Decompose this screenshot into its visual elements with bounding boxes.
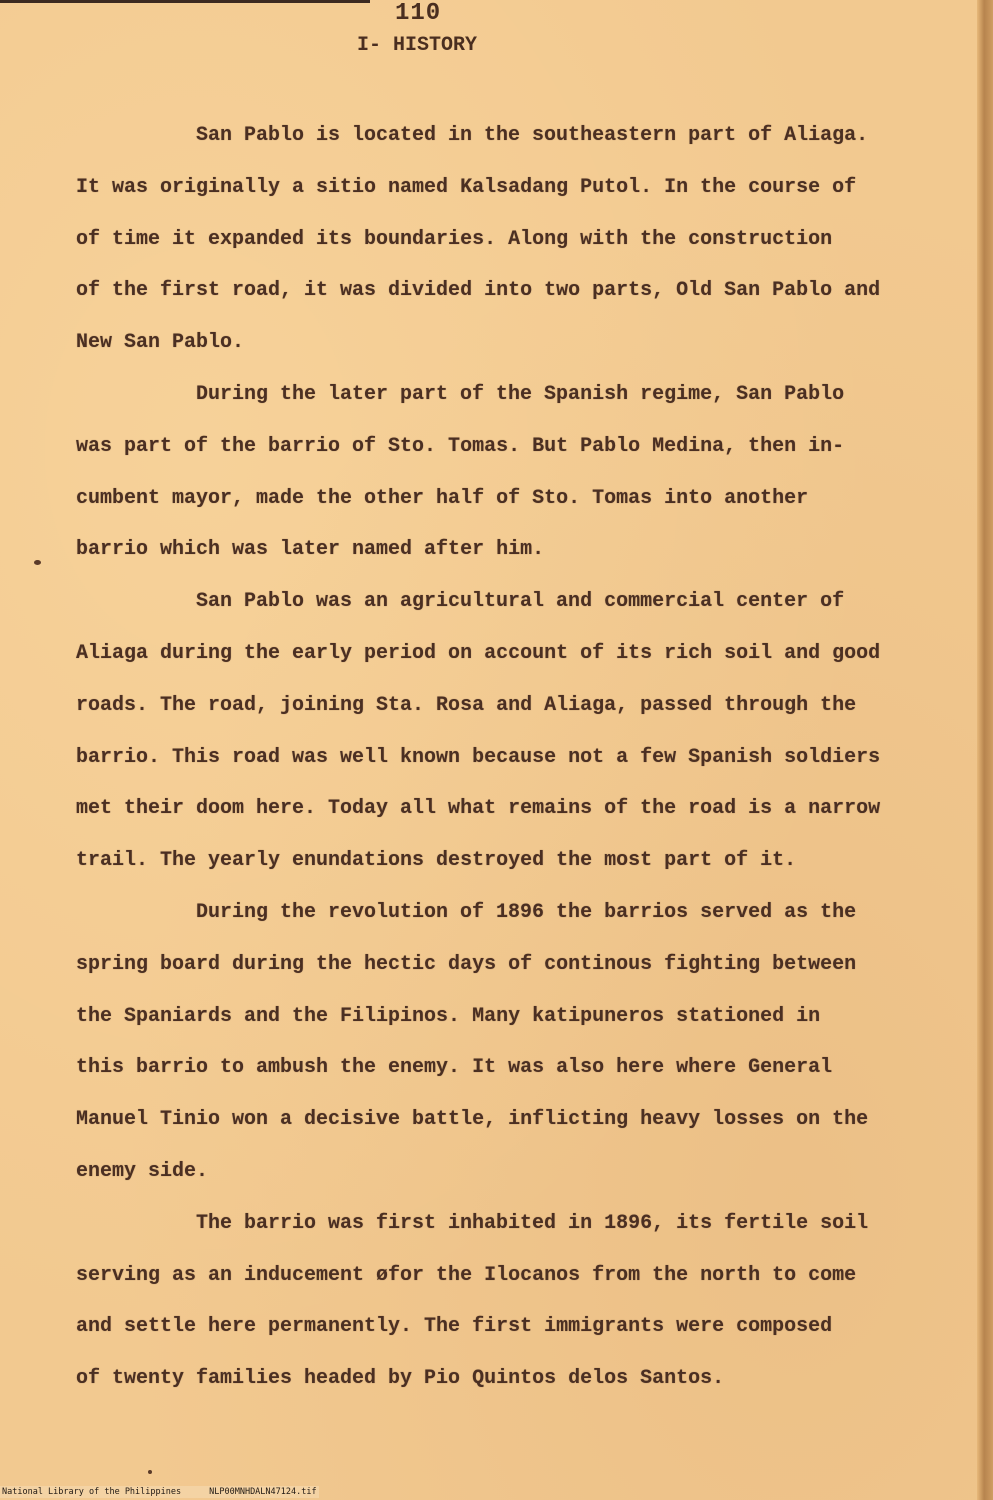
text-line: During the revolution of 1896 the barrios served as the — [196, 900, 857, 924]
text-line: roads. The road, joining Sta. Rosa and Aliaga, passed through the — [76, 693, 857, 717]
text-line: cumbent mayor, made the other half of Sto. Tomas into another — [76, 486, 809, 510]
text-line: the Spaniards and the Filipinos. Many katipuneros stationed in — [76, 1004, 821, 1028]
section-title: I- HISTORY — [357, 34, 478, 57]
footer-library: National Library of the Philippines — [2, 1487, 182, 1497]
text-line: of time it expanded its boundaries. Along with the construction — [76, 227, 833, 251]
text-line: barrio. This road was well known because not a few Spanish soldiers — [76, 745, 881, 769]
text-line: barrio which was later named after him. — [76, 538, 545, 562]
text-line: The barrio was first inhabited in 1896, its fertile soil — [196, 1211, 869, 1235]
text-line: San Pablo is located in the southeastern part of Aliaga. — [196, 124, 869, 147]
paragraph — [76, 576, 956, 887]
text-line: of twenty families headed by Pio Quintos delos Santos. — [76, 1367, 725, 1391]
text-line: enemy side. — [76, 1159, 209, 1183]
text-line: this barrio to ambush the enemy. It was also here where General — [76, 1056, 833, 1080]
text-line: serving as an inducement øfor the Ilocanos from the north to come — [76, 1263, 857, 1287]
text-line: During the later part of the Spanish regime, San Pablo — [196, 382, 845, 406]
paragraph — [76, 887, 956, 1198]
page-number: 110 — [395, 0, 442, 27]
text-line: It was originally a sitio named Kalsadang Putol. In the course of — [76, 175, 857, 199]
text-line: and settle here permanently. The first immigrants were composed — [76, 1315, 833, 1339]
text-line: San Pablo was an agricultural and commercial center of — [196, 590, 845, 614]
paper-speck — [34, 560, 41, 565]
paper-speck — [148, 1470, 152, 1474]
text-line: spring board during the hectic days of continous fighting between — [76, 952, 857, 976]
scan-footer — [0, 1486, 319, 1498]
text-line: of the first road, it was divided into two parts, Old San Pablo and — [76, 279, 881, 303]
text-line: Aliaga during the early period on account of its rich soil and good — [76, 641, 881, 665]
top-rule — [0, 0, 370, 3]
document-body — [76, 110, 956, 1405]
text-line: New San Pablo. — [76, 331, 245, 355]
text-line: was part of the barrio of Sto. Tomas. But Pablo Medina, then in- — [76, 434, 845, 458]
paragraph — [76, 369, 956, 576]
text-line: Manuel Tinio won a decisive battle, inflicting heavy losses on the — [76, 1108, 869, 1132]
text-line: trail. The yearly enundations destroyed the most part of it. — [76, 849, 797, 873]
paragraph — [76, 1198, 956, 1405]
page-edge-shadow — [977, 0, 993, 1500]
paragraph — [76, 110, 956, 369]
text-line: met their doom here. Today all what remains of the road is a narrow — [76, 797, 881, 821]
footer-filename: NLP00MNHDALN47124.tif — [209, 1487, 317, 1497]
